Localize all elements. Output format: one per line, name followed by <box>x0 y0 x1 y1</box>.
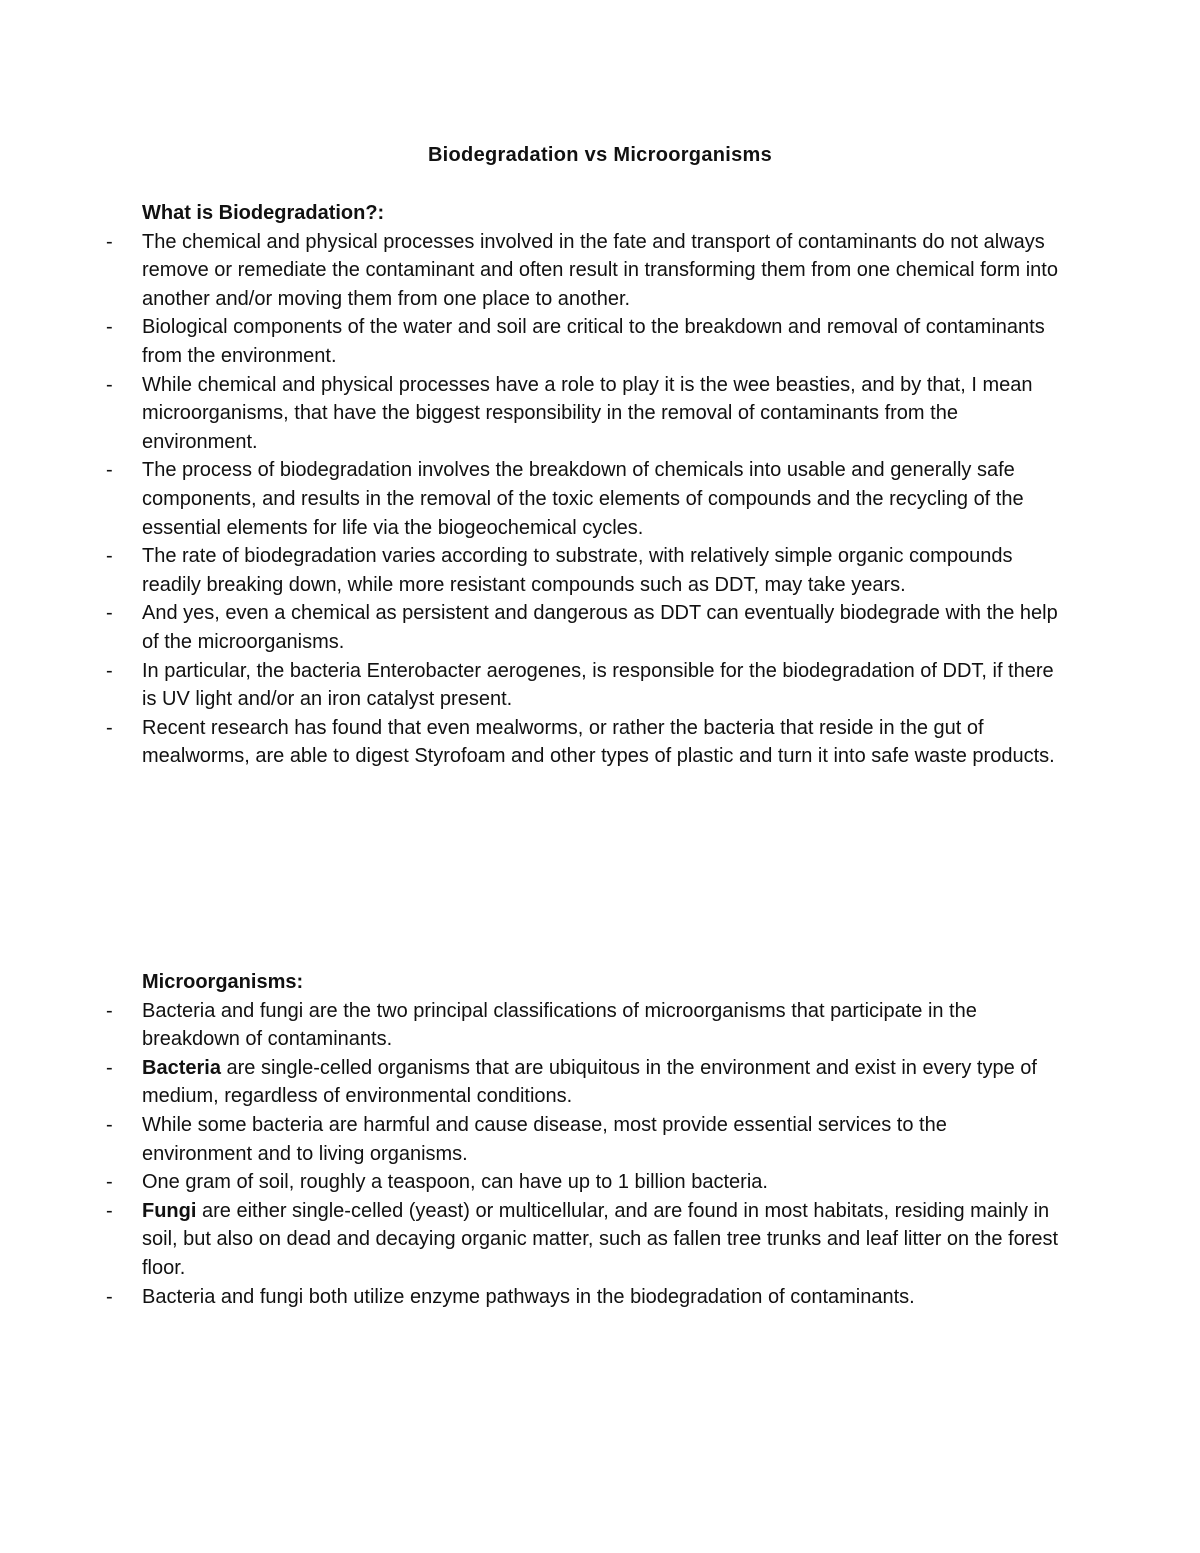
list-item-text: The process of biodegradation involves the breakdown of chemicals into usable and generally safe components, and results in the removal of the toxic elements of compounds and the recycling of the essential elements for life via the biogeochemical cycles. <box>142 459 1024 539</box>
term-bacteria: Bacteria <box>142 1056 221 1079</box>
list-item-text: The rate of biodegradation varies according to substrate, with relatively simple organic compounds readily breaking down, while more resistant compounds such as DDT, may take years. <box>142 545 1013 596</box>
bullet-dash: - <box>106 459 113 482</box>
document-title: Biodegradation vs Microorganisms <box>427 144 773 166</box>
bullet-dash: - <box>106 1056 113 1079</box>
sub-list-item <box>106 599 1062 656</box>
list-item <box>106 371 1062 457</box>
list-item-text: Bacteria and fungi both utilize enzyme pathways in the biodegradation of contaminants. <box>142 1285 915 1308</box>
list-item-text: Recent research has found that even mealworms, or rather the bacteria that reside in the gut of mealworms, are able to digest Styrofoam and other types of plastic and turn it into safe waste products. <box>142 716 1055 768</box>
bullet-dash: - <box>106 545 113 568</box>
bullet-dash: - <box>106 1285 113 1308</box>
bullet-dash: - <box>106 999 113 1022</box>
bullet-dash: - <box>106 716 113 739</box>
section-heading-biodegradation: What is Biodegradation?: <box>142 202 385 224</box>
section-biodegradation <box>106 199 1062 771</box>
bullet-dash: - <box>106 230 113 253</box>
list-item-text: Biological components of the water and soil are critical to the breakdown and removal of contaminants from the environment. <box>142 316 1045 367</box>
bullet-dash: - <box>106 1171 113 1194</box>
section-heading-microorganisms: Microorganisms: <box>142 971 304 993</box>
term-fungi: Fungi <box>142 1199 197 1222</box>
bullet-dash: - <box>106 316 113 339</box>
bullet-dash: - <box>106 1199 113 1222</box>
list-item-text: While some bacteria are harmful and cause disease, most provide essential services to the environment and to living organisms. <box>142 1113 947 1165</box>
sub-sub-list-item <box>106 1111 1062 1168</box>
list-item <box>106 228 1062 314</box>
sub-list-item-fungi <box>106 1197 1062 1311</box>
list-item <box>106 313 1062 370</box>
list-item <box>106 997 1062 1312</box>
list-item <box>106 456 1062 542</box>
ddt-sublist <box>106 599 1062 713</box>
list-item-text: are single-celled organisms that are ubiquitous in the environment and exist in every type of medium, regardless of environmental conditions. <box>142 1056 1037 1108</box>
sub-list-item <box>106 657 1062 714</box>
microorganisms-list <box>106 997 1062 1312</box>
section-microorganisms <box>106 968 1062 1311</box>
list-item-text: One gram of soil, roughly a teaspoon, can have up to 1 billion bacteria. <box>142 1171 768 1194</box>
list-item-text: In particular, the bacteria Enterobacter aerogenes, is responsible for the biodegradation of DDT, if there is UV light and/or an iron catalyst present. <box>142 659 1054 711</box>
bullet-dash: - <box>106 659 113 682</box>
list-item-text: And yes, even a chemical as persistent and dangerous as DDT can eventually biodegrade with the help of the microorganisms. <box>142 602 1058 653</box>
sub-sub-list-item <box>106 1283 1062 1312</box>
list-item-text: While chemical and physical processes have a role to play it is the wee beasties, and by that, I mean microorganisms, that have the biggest responsibility in the removal of contaminants from the environment. <box>142 373 1033 453</box>
classification-sublist <box>106 1054 1062 1311</box>
fungi-sublist <box>106 1283 1062 1312</box>
bullet-dash: - <box>106 1113 113 1136</box>
bacteria-sublist <box>106 1111 1062 1197</box>
list-item <box>106 542 1062 714</box>
sub-sub-list-item <box>106 1168 1062 1197</box>
list-item <box>106 714 1062 771</box>
biodegradation-list <box>106 228 1062 771</box>
list-item-text: are either single-celled (yeast) or multicellular, and are found in most habitats, residing mainly in soil, but also on dead and decaying organic matter, such as fallen tree trunks and leaf litter on the forest floor. <box>142 1199 1059 1279</box>
list-item-text: Bacteria and fungi are the two principal classifications of microorganisms that participate in the breakdown of contaminants. <box>142 999 977 1051</box>
list-item-text: The chemical and physical processes involved in the fate and transport of contaminants do not always remove or remediate the contaminant and often result in transforming them from one chemical form into another and/or moving them from one place to another. <box>142 230 1058 310</box>
bullet-dash: - <box>106 602 113 625</box>
bullet-dash: - <box>106 373 113 396</box>
sub-list-item-bacteria <box>106 1054 1062 1197</box>
